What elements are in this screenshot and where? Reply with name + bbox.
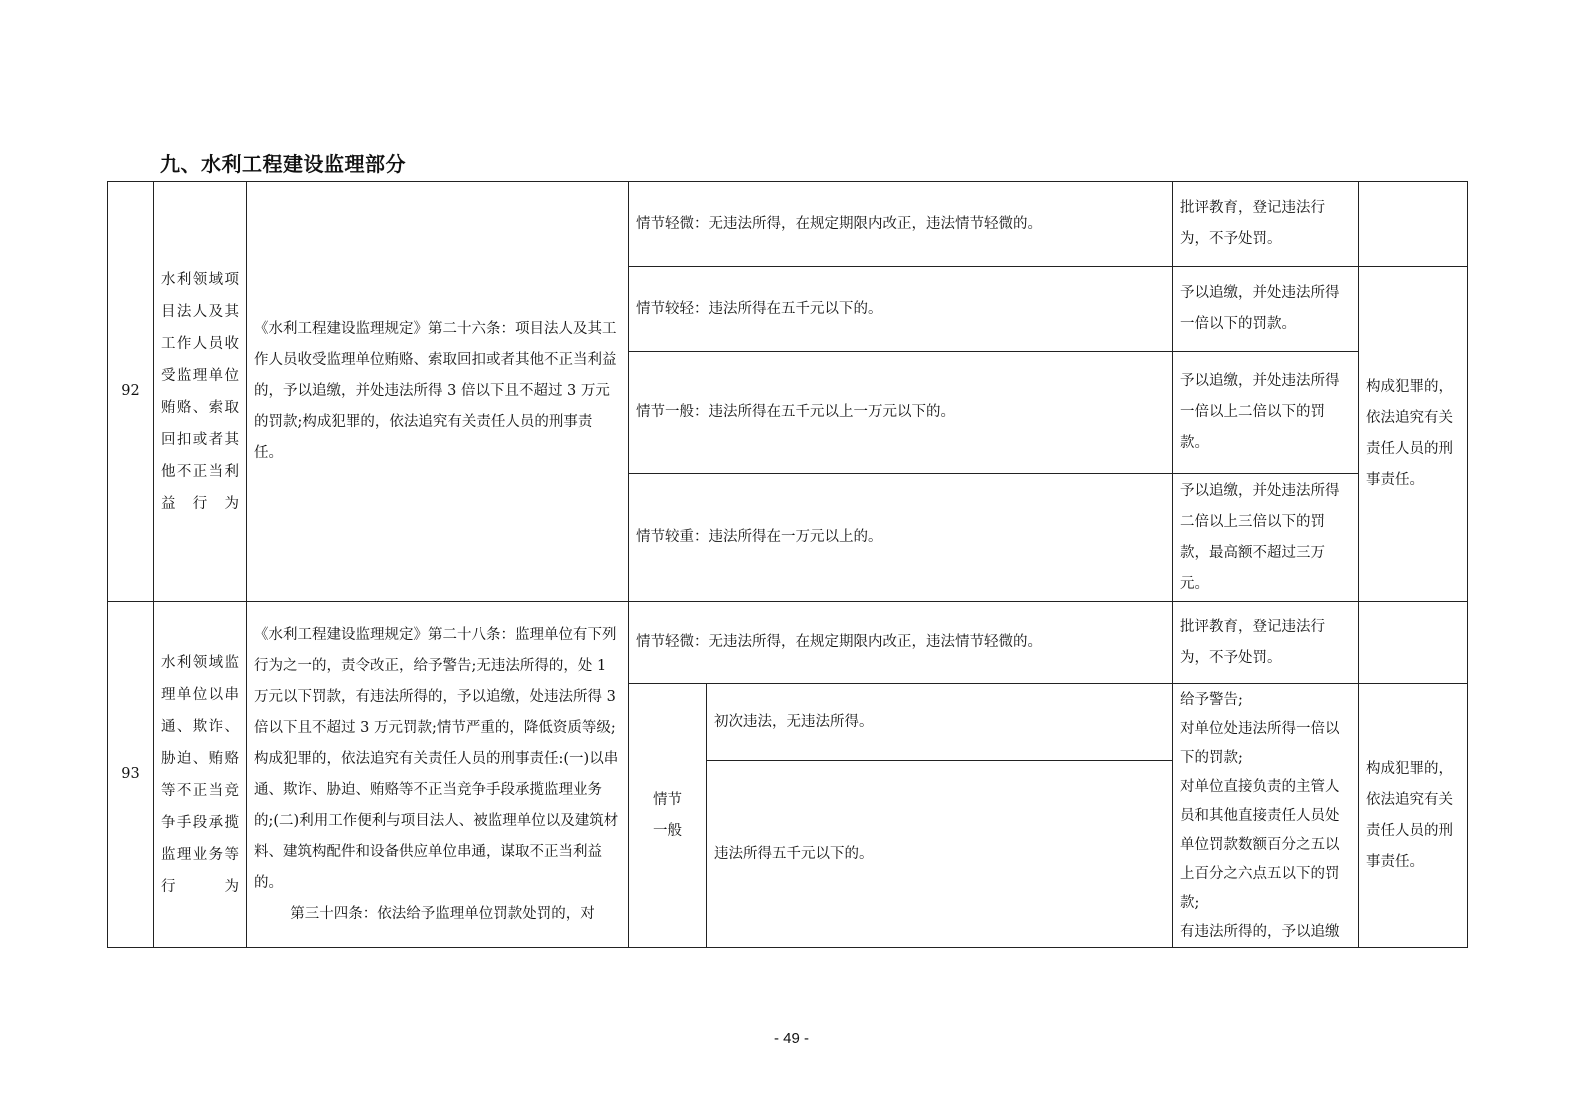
legal-basis-continued: 第三十四条：依法给予监理单位罚款处罚的，对 <box>290 905 595 922</box>
penalty-table <box>107 181 1468 948</box>
page-number: - 49 - <box>773 1030 809 1047</box>
subcase-cell: 违法所得五千元以下的。 <box>707 761 1173 948</box>
penalty-cell: 予以追缴，并处违法所得一倍以上二倍以下的罚款。 <box>1173 352 1359 474</box>
violation-behavior: 水利领域监理单位以串通、欺诈、胁迫、贿赂等不正当竞争手段承揽监理业务等行为 <box>154 602 247 948</box>
legal-basis: 《水利工程建设监理规定》第二十六条：项目法人及其工作人员收受监理单位贿赂、索取回扣或者其他不正当利益的，予以追缴，并处违法所得 3 倍以下且不超过 3 万元的罚款;构成犯罪的，依法追究有关责任人员的刑事责任。 <box>247 182 629 602</box>
remark-cell: 构成犯罪的，依法追究有关责任人员的刑事责任。 <box>1359 684 1468 948</box>
subcase-cell: 初次违法，无违法所得。 <box>707 684 1173 761</box>
table-row <box>108 182 1468 267</box>
penalty-cell: 予以追缴，并处违法所得一倍以下的罚款。 <box>1173 267 1359 352</box>
remark-cell-empty <box>1359 182 1468 267</box>
circumstance-cell: 情节一般：违法所得在五千元以上一万元以下的。 <box>629 352 1173 474</box>
table-row <box>108 602 1468 684</box>
penalty-cell: 批评教育，登记违法行为，不予处罚。 <box>1173 602 1359 684</box>
penalty-cell: 批评教育，登记违法行为，不予处罚。 <box>1173 182 1359 267</box>
row-number: 93 <box>108 602 154 948</box>
circumstance-cell: 情节较重：违法所得在一万元以上的。 <box>629 474 1173 602</box>
circumstance-cell: 情节轻微：无违法所得，在规定期限内改正，违法情节轻微的。 <box>629 602 1173 684</box>
circumstance-cell: 情节较轻：违法所得在五千元以下的。 <box>629 267 1173 352</box>
legal-basis <box>247 602 629 948</box>
legal-basis-text: 《水利工程建设监理规定》第二十八条：监理单位有下列行为之一的，责令改正，给予警告;无违法所得的，处 1 万元以下罚款，有违法所得的，予以追缴，处违法所得 3 倍以下且不超过 3 万元罚款;情节严重的，降低资质等级;构成犯罪的，依法追究有关责任人员的刑事责任:(一)以串通、欺诈、胁迫、贿赂等不正当竞争手段承揽监理业务的;(二)利用工作便利与项目法人、被监理单位以及建筑材料、建筑构配件和设备供应单位串通，谋取不正当利益的。 <box>254 626 619 891</box>
remark-cell: 构成犯罪的，依法追究有关责任人员的刑事责任。 <box>1359 267 1468 602</box>
circumstance-cell: 情节轻微：无违法所得，在规定期限内改正，违法情节轻微的。 <box>629 182 1173 267</box>
section-title: 九、水利工程建设监理部分 <box>160 152 406 176</box>
row-number: 92 <box>108 182 154 602</box>
remark-cell-empty <box>1359 602 1468 684</box>
violation-behavior: 水利领域项目法人及其工作人员收受监理单位贿赂、索取回扣或者其他不正当利益行为 <box>154 182 247 602</box>
penalty-cell: 予以追缴，并处违法所得二倍以上三倍以下的罚款，最高额不超过三万元。 <box>1173 474 1359 602</box>
penalty-cell: 给予警告; 对单位处违法所得一倍以下的罚款; 对单位直接负责的主管人员和其他直接责任人员处单位罚款数额百分之五以上百分之六点五以下的罚款; 有违法所得的，予以追缴 <box>1173 684 1359 948</box>
circumstance-level-label: 情节 一般 <box>629 684 707 948</box>
